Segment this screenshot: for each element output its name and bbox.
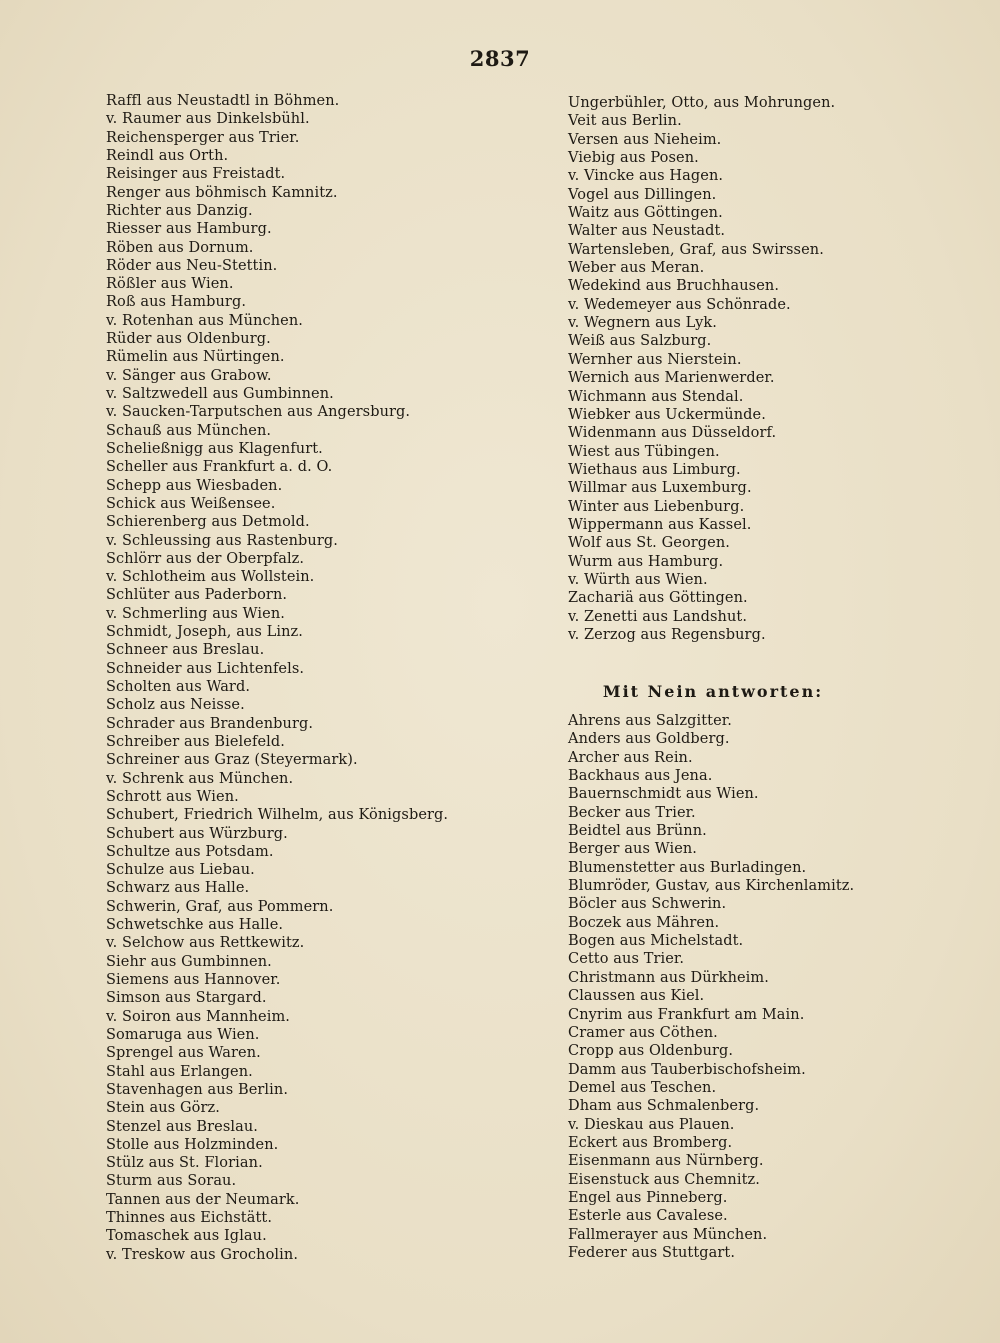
name-entry: Vogel aus Dillingen. [568, 186, 717, 203]
name-entry: Röder aus Neu-Stettin. [106, 257, 278, 274]
name-entry: Rößler aus Wien. [106, 276, 234, 293]
name-entry: Simson aus Stargard. [106, 990, 267, 1007]
name-entry: Eckert aus Bromberg. [568, 1134, 733, 1151]
name-entry: Siemens aus Hannover. [106, 972, 281, 988]
name-entry: Bogen aus Michelstadt. [568, 933, 744, 950]
name-entry: Scholz aus Neisse. [106, 697, 245, 714]
name-entry: Raffl aus Neustadtl in Böhmen. [106, 93, 340, 109]
name-entry: Reichensperger aus Trier. [106, 129, 300, 146]
name-entry: v. Würth aus Wien. [568, 571, 708, 588]
name-entry: Cropp aus Oldenburg. [568, 1043, 734, 1060]
nein-name-column [568, 712, 888, 1262]
name-entry: Stolle aus Holzminden. [106, 1136, 279, 1153]
name-entry: Wiebker aus Uckermünde. [568, 406, 766, 423]
name-entry: Archer aus Rein. [568, 749, 693, 766]
name-entry: Richter aus Danzig. [106, 202, 253, 219]
name-entry: Somaruga aus Wien. [106, 1026, 260, 1043]
name-entry: Stavenhagen aus Berlin. [106, 1081, 289, 1098]
name-entry: v. Saucken-Tarputschen aus Angersburg. [106, 404, 411, 421]
name-entry: Claussen aus Kiel. [568, 988, 705, 1005]
name-entry: Boczek aus Mähren. [568, 914, 720, 931]
page-number: 2837 [469, 46, 531, 71]
name-entry: Schauß aus München. [106, 422, 272, 439]
name-entry: Schreiner aus Graz (Steyermark). [106, 752, 358, 769]
name-entry: v. Saltzwedell aus Gumbinnen. [106, 386, 334, 402]
name-entry: Weiß aus Salzburg. [568, 333, 712, 350]
name-entry: Blumröder, Gustav, aus Kirchenlamitz. [568, 878, 855, 895]
name-entry: Blumenstetter aus Burladingen. [568, 859, 807, 876]
left-name-column [106, 92, 476, 1264]
name-entry: Winter aus Liebenburg. [568, 498, 745, 515]
name-entry: Wedekind aus Bruchhausen. [568, 278, 780, 295]
right-name-column [568, 94, 888, 644]
name-entry: Wolf aus St. Georgen. [568, 535, 731, 552]
name-entry: Wiethaus aus Limburg. [568, 461, 741, 478]
name-entry: v. Wedemeyer aus Schönrade. [568, 296, 791, 313]
name-entry: Esterle aus Cavalese. [568, 1208, 728, 1225]
name-entry: v. Rotenhan aus München. [106, 312, 303, 329]
name-entry: v. Zenetti aus Landshut. [568, 608, 748, 625]
name-entry: Wurm aus Hamburg. [568, 553, 724, 570]
name-entry: v. Sänger aus Grabow. [106, 367, 272, 384]
name-entry: Fallmerayer aus München. [568, 1226, 768, 1243]
name-entry: Röben aus Dornum. [106, 239, 254, 256]
name-entry: Schlüter aus Paderborn. [106, 587, 288, 604]
name-entry: Stülz aus St. Florian. [106, 1155, 263, 1172]
name-entry: Cramer aus Cöthen. [568, 1024, 718, 1041]
name-entry: Siehr aus Gumbinnen. [106, 953, 272, 970]
name-entry: Schrader aus Brandenburg. [106, 715, 314, 732]
name-entry: Rüder aus Oldenburg. [106, 331, 271, 348]
name-entry: Eisenmann aus Nürnberg. [568, 1153, 764, 1170]
name-entry: Viebig aus Posen. [568, 150, 699, 167]
name-entry: Schreiber aus Bielefeld. [106, 733, 285, 750]
name-entry: Schultze aus Potsdam. [106, 843, 274, 860]
name-entry: Sprengel aus Waren. [106, 1045, 261, 1062]
name-entry: Walter aus Neustadt. [568, 223, 726, 240]
section-heading-nein: Mit Nein antworten: [602, 682, 824, 701]
name-entry: Ahrens aus Salzgitter. [568, 713, 732, 729]
name-entry: Reisinger aus Freistadt. [106, 166, 286, 183]
name-entry: v. Selchow aus Rettkewitz. [106, 935, 305, 952]
name-entry: Weber aus Meran. [568, 260, 705, 277]
name-entry: Schrott aus Wien. [106, 788, 239, 805]
name-entry: Schubert aus Würzburg. [106, 825, 288, 842]
name-entry: Eisenstuck aus Chemnitz. [568, 1171, 760, 1188]
name-entry: Ungerbühler, Otto, aus Mohrungen. [568, 95, 836, 111]
name-entry: v. Dieskau aus Plauen. [568, 1116, 735, 1133]
name-entry: v. Soiron aus Mannheim. [106, 1008, 291, 1025]
name-entry: Renger aus böhmisch Kamnitz. [106, 184, 338, 201]
name-entry: Schmidt, Joseph, aus Linz. [106, 624, 303, 641]
name-entry: Thinnes aus Eichstätt. [106, 1210, 273, 1227]
name-entry: Demel aus Teschen. [568, 1079, 717, 1096]
name-entry: Reindl aus Orth. [106, 147, 229, 164]
name-entry: Stenzel aus Breslau. [106, 1118, 259, 1135]
name-entry: Wernher aus Nierstein. [568, 351, 742, 368]
name-entry: Böcler aus Schwerin. [568, 896, 727, 913]
name-entry: v. Schmerling aus Wien. [106, 605, 285, 622]
name-entry: Dham aus Schmalenberg. [568, 1098, 760, 1115]
name-entry: Tannen aus der Neumark. [106, 1191, 300, 1208]
name-entry: Christmann aus Dürkheim. [568, 969, 769, 986]
name-entry: v. Raumer aus Dinkelsbühl. [106, 111, 310, 128]
name-entry: Becker aus Trier. [568, 804, 696, 821]
name-entry: Damm aus Tauberbischofsheim. [568, 1061, 806, 1078]
name-entry: Willmar aus Luxemburg. [568, 480, 752, 497]
name-entry: Federer aus Stuttgart. [568, 1244, 736, 1261]
name-entry: Wernich aus Marienwerder. [568, 370, 775, 387]
name-entry: Anders aus Goldberg. [568, 731, 730, 748]
name-entry: Schubert, Friedrich Wilhelm, aus Königsberg. [106, 807, 449, 824]
name-entry: Bauernschmidt aus Wien. [568, 786, 759, 803]
name-entry: Schlörr aus der Oberpfalz. [106, 550, 305, 567]
name-entry: Schwerin, Graf, aus Pommern. [106, 898, 334, 915]
name-entry: Veit aus Berlin. [568, 113, 682, 130]
name-entry: Cnyrim aus Frankfurt am Main. [568, 1006, 805, 1023]
name-entry: Versen aus Nieheim. [568, 131, 722, 148]
name-entry: Schneer aus Breslau. [106, 642, 265, 659]
name-entry: Schwetschke aus Halle. [106, 917, 284, 934]
name-entry: Rümelin aus Nürtingen. [106, 349, 285, 366]
name-entry: Beidtel aus Brünn. [568, 823, 707, 840]
name-entry: Waitz aus Göttingen. [568, 205, 723, 222]
name-entry: Cetto aus Trier. [568, 951, 685, 968]
name-entry: Riesser aus Hamburg. [106, 221, 272, 238]
name-entry: Scheller aus Frankfurt a. d. O. [106, 459, 333, 476]
name-entry: Engel aus Pinneberg. [568, 1189, 728, 1206]
name-entry: Tomaschek aus Iglau. [106, 1228, 267, 1245]
name-entry: Stein aus Görz. [106, 1100, 220, 1117]
name-entry: Schulze aus Liebau. [106, 862, 255, 879]
name-entry: Schneider aus Lichtenfels. [106, 660, 305, 677]
name-entry: Roß aus Hamburg. [106, 294, 247, 311]
name-entry: Wippermann aus Kassel. [568, 516, 752, 533]
name-entry: Scholten aus Ward. [106, 679, 251, 695]
name-entry: Schwarz aus Halle. [106, 880, 250, 897]
name-entry: v. Vincke aus Hagen. [568, 168, 724, 185]
name-entry: v. Schleussing aus Rastenburg. [106, 532, 338, 549]
name-entry: Wartensleben, Graf, aus Swirssen. [568, 241, 824, 258]
name-entry: Sturm aus Sorau. [106, 1173, 237, 1190]
name-entry: Schick aus Weißensee. [106, 495, 276, 512]
name-entry: v. Zerzog aus Regensburg. [568, 626, 766, 643]
name-entry: Wichmann aus Stendal. [568, 388, 744, 405]
name-entry: v. Schlotheim aus Wollstein. [106, 569, 315, 586]
name-entry: Widenmann aus Düsseldorf. [568, 425, 777, 442]
name-entry: Schepp aus Wiesbaden. [106, 477, 283, 494]
name-entry: Schierenberg aus Detmold. [106, 514, 310, 531]
name-entry: Zachariä aus Göttingen. [568, 590, 748, 607]
name-entry: Scheliеßnigg aus Klagenfurt. [106, 440, 323, 457]
name-entry: v. Wegnern aus Lyk. [568, 315, 717, 332]
name-entry: Wiest aus Tübingen. [568, 443, 720, 460]
name-entry: v. Schrenk aus München. [106, 770, 294, 787]
name-entry: Stahl aus Erlangen. [106, 1063, 253, 1080]
name-entry: Backhaus aus Jena. [568, 768, 713, 785]
name-entry: Berger aus Wien. [568, 841, 698, 858]
name-entry: v. Treskow aus Grocholin. [106, 1246, 299, 1263]
